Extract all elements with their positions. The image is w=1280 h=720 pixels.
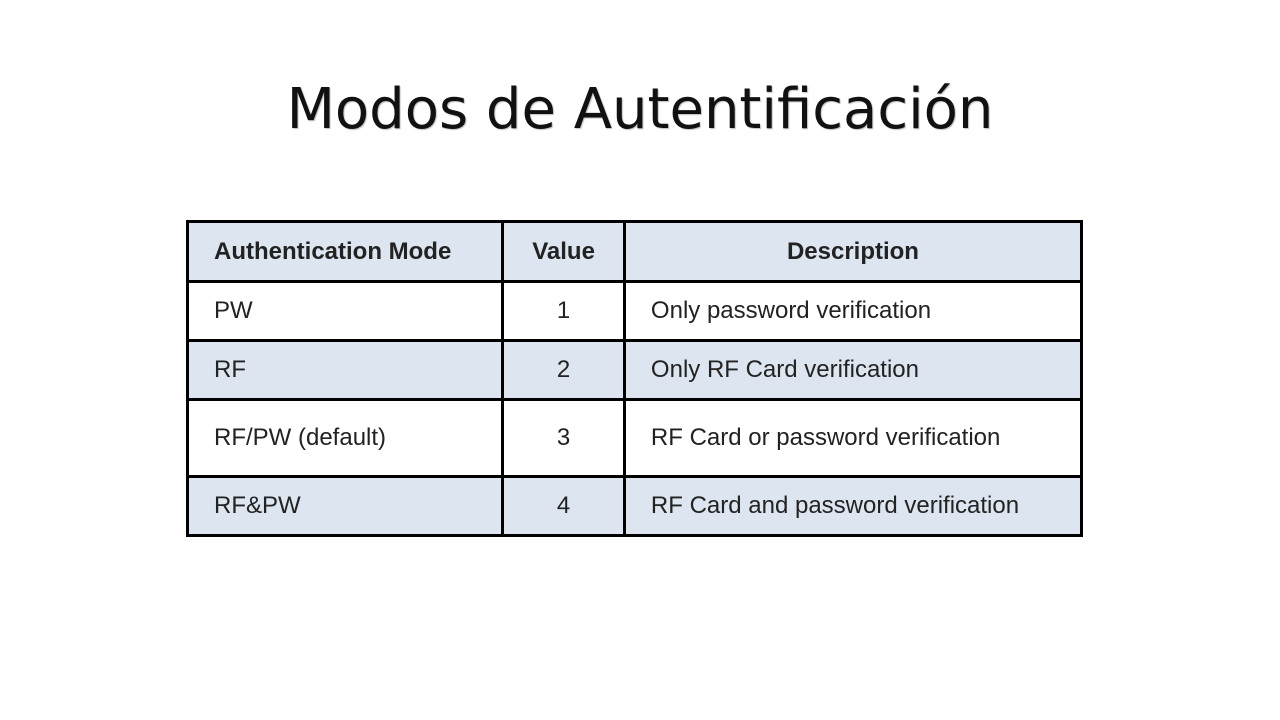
cell-mode: RF <box>188 341 503 400</box>
cell-value: 1 <box>503 282 625 341</box>
cell-mode: RF&PW <box>188 477 503 536</box>
header-value: Value <box>503 222 625 282</box>
table-row <box>188 341 1082 400</box>
authentication-modes-table <box>186 220 1083 537</box>
header-authentication-mode: Authentication Mode <box>188 222 503 282</box>
cell-value: 4 <box>503 477 625 536</box>
cell-description: Only RF Card verification <box>624 341 1081 400</box>
cell-mode: RF/PW (default) <box>188 400 503 477</box>
cell-value: 2 <box>503 341 625 400</box>
cell-mode: PW <box>188 282 503 341</box>
cell-description: RF Card and password verification <box>624 477 1081 536</box>
slide-title: Modos de Autentificación <box>286 77 994 142</box>
header-description: Description <box>624 222 1081 282</box>
cell-description: Only password verification <box>624 282 1081 341</box>
table-header-row <box>188 222 1082 282</box>
table-row <box>188 477 1082 536</box>
cell-description: RF Card or password verification <box>624 400 1081 477</box>
cell-value: 3 <box>503 400 625 477</box>
table-row <box>188 282 1082 341</box>
table-row <box>188 400 1082 477</box>
